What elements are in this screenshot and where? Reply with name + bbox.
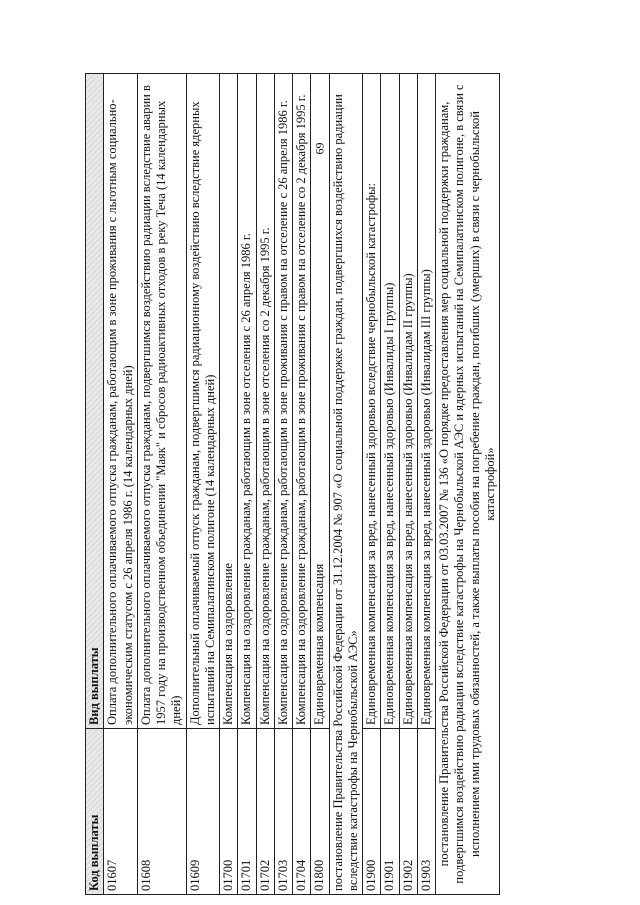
table-row bbox=[256, 74, 274, 895]
page-number: 69 bbox=[312, 142, 327, 155]
column-header-code: Код выплаты bbox=[86, 729, 104, 895]
payment-code-cell: 01902 bbox=[399, 729, 417, 895]
payment-type-cell: Оплата дополнительного оплачиваемого отпуска гражданам, подвергшимся воздействию радиации вследствие аварии в 1957 году на производственном объединении "Маяк" и сбросов радиоактивных отходов в реку Теча (14 календарных дней) bbox=[137, 74, 186, 729]
payment-type-cell: Компенсация на оздоровление гражданам, работающим в зоне отселения с 26 апреля 1986 г. bbox=[238, 74, 256, 729]
payment-type-cell: Компенсация на оздоровление гражданам, работающим в зоне отселения со 2 декабря 1995 г. bbox=[256, 74, 274, 729]
payment-code-cell: 01903 bbox=[417, 729, 435, 895]
payment-type-cell: Оплата дополнительного оплачиваемого отпуска гражданам, работающим в зоне проживания с льготным социально-экономическим статусом с 26 апреля 1986 г. (14 календарных дней) bbox=[104, 74, 138, 729]
regulation-title: постановление Правительства Российской Федерации от 31.12.2004 № 907 «О социальной поддержке граждан, подвергшихся воздействию радиации вследствие катастрофы на Чернобыльской АЭС» bbox=[329, 74, 363, 895]
table-row bbox=[238, 74, 256, 895]
table-row bbox=[311, 74, 329, 895]
payment-code-cell: 01700 bbox=[220, 729, 238, 895]
table-row bbox=[381, 74, 399, 895]
payment-code-cell: 01703 bbox=[274, 729, 292, 895]
regulation-title: постановление Правительства Российской Федерации от 03.03.2007 № 136 «О порядке предоставления мер социальной поддержки гражданам, подвергшимся воздействию радиации вследствие катастрофы на Чернобыльской АЭС и ядерных испытаний на Семипалатинском полигоне, в связи с исполнением ими трудовых обязанностей, а также выплаты пособия на погребение граждан, погибших (умерших) в связи с чернобыльской катастрофой» bbox=[436, 74, 500, 895]
table-row bbox=[104, 74, 138, 895]
regulation-header-row bbox=[329, 74, 363, 895]
payment-code-cell: 01609 bbox=[186, 729, 220, 895]
payment-type-cell: Компенсация на оздоровление гражданам, работающим в зоне проживания с правом на отселение с 26 апреля 1986 г. bbox=[274, 74, 292, 729]
payment-code-cell: 01608 bbox=[137, 729, 186, 895]
payment-code-cell: 01701 bbox=[238, 729, 256, 895]
table-row bbox=[274, 74, 292, 895]
table-body bbox=[104, 74, 500, 895]
payment-code-cell: 01900 bbox=[363, 729, 381, 895]
payment-type-cell: Единовременная компенсация за вред, нанесенный здоровью (Инвалидам III группы) bbox=[417, 74, 435, 729]
payment-code-cell: 01800 bbox=[311, 729, 329, 895]
payment-type-cell: Компенсация на оздоровление bbox=[220, 74, 238, 729]
payment-code-cell: 01607 bbox=[104, 729, 138, 895]
table-row bbox=[137, 74, 186, 895]
payment-type-cell: Единовременная компенсация за вред, нанесенный здоровью (Инвалидам II группы) bbox=[399, 74, 417, 729]
payment-type-cell: Единовременная компенсация за вред, нанесенный здоровью вследствие чернобыльской катастрофы: bbox=[363, 74, 381, 729]
payment-type-cell: Компенсация на оздоровление гражданам, работающим в зоне проживания с правом на отселение со 2 декабря 1995 г. bbox=[293, 74, 311, 729]
regulation-header-row bbox=[436, 74, 500, 895]
column-header-type: Вид выплаты bbox=[86, 74, 104, 729]
table-row bbox=[186, 74, 220, 895]
payment-type-cell: Дополнительный оплачиваемый отпуск гражданам, подвергшимся радиационному воздействию вследствие ядерных испытаний на Семипалатинском полигоне (14 календарных дней) bbox=[186, 74, 220, 729]
payment-code-cell: 01704 bbox=[293, 729, 311, 895]
table-row bbox=[220, 74, 238, 895]
payment-code-cell: 01901 bbox=[381, 729, 399, 895]
payment-type-cell: Единовременная компенсация за вред, нанесенный здоровью (Инвалиды I группы) bbox=[381, 74, 399, 729]
table-row bbox=[417, 74, 435, 895]
table-row bbox=[363, 74, 381, 895]
rotated-page-content bbox=[85, 73, 615, 895]
payment-code-cell: 01702 bbox=[256, 729, 274, 895]
table-header-row bbox=[86, 74, 104, 895]
payment-type-cell: Единовременная компенсация bbox=[311, 74, 329, 729]
table-row bbox=[399, 74, 417, 895]
payment-codes-table bbox=[85, 73, 500, 895]
table-row bbox=[293, 74, 311, 895]
